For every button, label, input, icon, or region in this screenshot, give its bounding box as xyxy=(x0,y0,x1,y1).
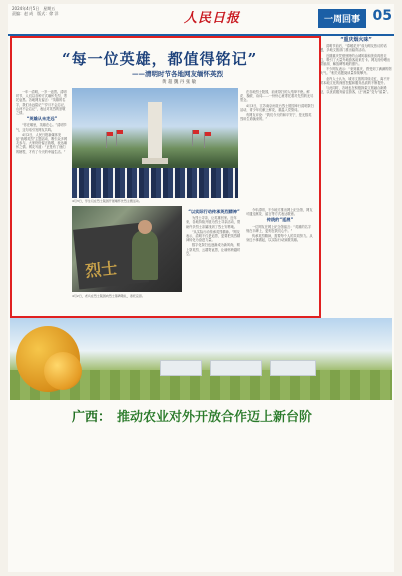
paragraph: 传承英烈精神，需要每个人的共同努力。从身边小事做起，以实际行动致敬英雄。 xyxy=(246,234,313,243)
flag-icon xyxy=(107,132,113,136)
text-column-1 xyxy=(16,90,68,312)
paragraph: 今年清明，不少地方推出网上纪念馆，网友可通过献花、留言等方式表达敬意。 xyxy=(246,208,313,217)
paragraph: 业内人士认为，城市文旅的持续走红，离不开对本地文化的深度挖掘和服务品质的不断提升。 xyxy=(320,76,390,85)
lower-article[interactable] xyxy=(10,318,392,572)
paragraph: “从实际行动传承英烈精神。”网友表示，清明不仅是追思，更要把英烈精神转化为奋进力量。 xyxy=(186,229,241,243)
photo1-caption: 4月3日，学生们在烈士陵园开展缅怀先烈主题活动。 xyxy=(72,199,142,203)
agriculture-banner-photo xyxy=(10,318,392,400)
flag-icon xyxy=(117,130,123,134)
text-column-2 xyxy=(240,90,314,206)
veteran-figure xyxy=(132,230,158,280)
paragraph: 清明节前后，“春暖花开”成为网友热议的话题，多地文旅部门推出踏青活动。 xyxy=(320,44,387,53)
lower-headline xyxy=(72,406,312,425)
feature-article[interactable] xyxy=(10,36,321,318)
veteran-face xyxy=(138,220,152,234)
paragraph: 一年一清明，一岁一追思。清明时节，人们以各种方式缅怀先烈，寄托哀思。各地网友留言：“英雄的名字，我们永远铭记”“岁月不会忘记，山河不会忘记”，表达对英烈的崇敬之情。 xyxy=(16,90,68,116)
text-column-4 xyxy=(246,208,314,312)
article-subhead: ——清明时节各地网友缅怀英烈 xyxy=(132,70,223,78)
paragraph: 与此同时，各地也在积极探索文旅融合新路径，以优质服务留住游客，让“流量”变为“留量”。 xyxy=(320,86,391,95)
lower-headline-text: 推动农业对外开放合作迈上新台阶 xyxy=(117,410,313,425)
sub-heading: “以实际行动传承英烈精神” xyxy=(188,209,240,214)
paragraph: 在各地烈士陵园，前来祭扫的人络绎不绝。鲜花、挽联、诗词……一份份心意寄托着对先烈的无尽思念。 xyxy=(240,90,314,103)
section-label: 一周回事 xyxy=(318,9,366,28)
paragraph: 有网友评论：“我们今天的和平安宁，是无数英烈用生命换来的。” xyxy=(240,113,312,122)
masthead xyxy=(8,4,394,36)
paragraph: 数字化祭扫也逐渐成为新风尚，网上祭英烈、云端寄哀思，让缅怀跨越时空。 xyxy=(186,243,241,256)
greenhouse xyxy=(210,360,262,376)
sub-heading: “英雄从未走远” xyxy=(26,116,58,122)
newspaper-logo: 人民日报 xyxy=(184,11,241,26)
flag-icon xyxy=(205,132,211,136)
text-column-3 xyxy=(186,208,242,292)
paragraph: 4月3日，江苏南京雨花台烈士陵园举行清明祭扫活动，青少年们献上鲜花，重温入党誓词。 xyxy=(240,103,314,112)
lower-headline-prefix: 广西： xyxy=(72,410,112,425)
stone-inscription: 烈士 xyxy=(84,258,119,281)
masthead-date xyxy=(12,6,59,16)
paragraph: 一位网友在网上纪念馆留言：“英雄的名字刻在丰碑上，更刻在我们心中。” xyxy=(246,224,312,233)
sub-heading: 传统的“延展” xyxy=(266,217,294,223)
date-line: 2024年4月5日 星期五 xyxy=(12,6,56,11)
editor-line: 责编：赵 成 版式：徐 洋 xyxy=(12,11,59,16)
greenhouse xyxy=(270,360,316,376)
flag-icon xyxy=(193,130,199,134)
paragraph: 为烈士寻亲，让英雄回家。近年来，各地持续开展为烈士寻亲活动，帮助许多烈士亲属找到了烈士安葬地。 xyxy=(186,216,241,229)
page-number: 05 xyxy=(372,8,392,24)
paragraph: 近期重庆凭借独特的山城风貌和美食再度走红，吸引了大量外地游客前来打卡。网友纷纷晒出洪崖洞、解放碑等地的照片。 xyxy=(320,53,391,67)
paragraph: 4月2日，人民日报新媒体发起“致敬英烈”主题活动，吸引众多网友参与。大家纷纷留言致敬，表达缅怀之情。网友写道：“正是有了他们的牺牲，才有了今天的幸福生活。” xyxy=(16,132,68,154)
sidebar-title: “重庆烟火味” xyxy=(340,37,372,43)
paragraph: 不少网友表示：“来到重庆，感受到了满满的烟火气。”相关话题阅读量持续攀升。 xyxy=(320,67,392,76)
student-crowd xyxy=(72,168,238,198)
monument-graphic xyxy=(148,102,162,162)
sidebar-column xyxy=(320,36,392,314)
article-byline: 黄 超 魏 丹 张 敏 xyxy=(162,80,197,85)
photo-veteran xyxy=(72,206,182,292)
newspaper-page xyxy=(8,4,394,572)
citrus-fruit xyxy=(44,352,82,390)
photo-ceremony xyxy=(72,88,238,198)
greenhouse xyxy=(160,360,202,376)
paragraph: “你在哪里，英雄在心。”清明节气，这句话引发网友共鸣。 xyxy=(16,123,67,132)
photo2-caption: 4月2日，老兵在烈士陵园向烈士墓碑敬礼，寄托哀思。 xyxy=(72,294,145,298)
article-headline: “每一位英雄，都值得铭记” xyxy=(62,50,258,68)
